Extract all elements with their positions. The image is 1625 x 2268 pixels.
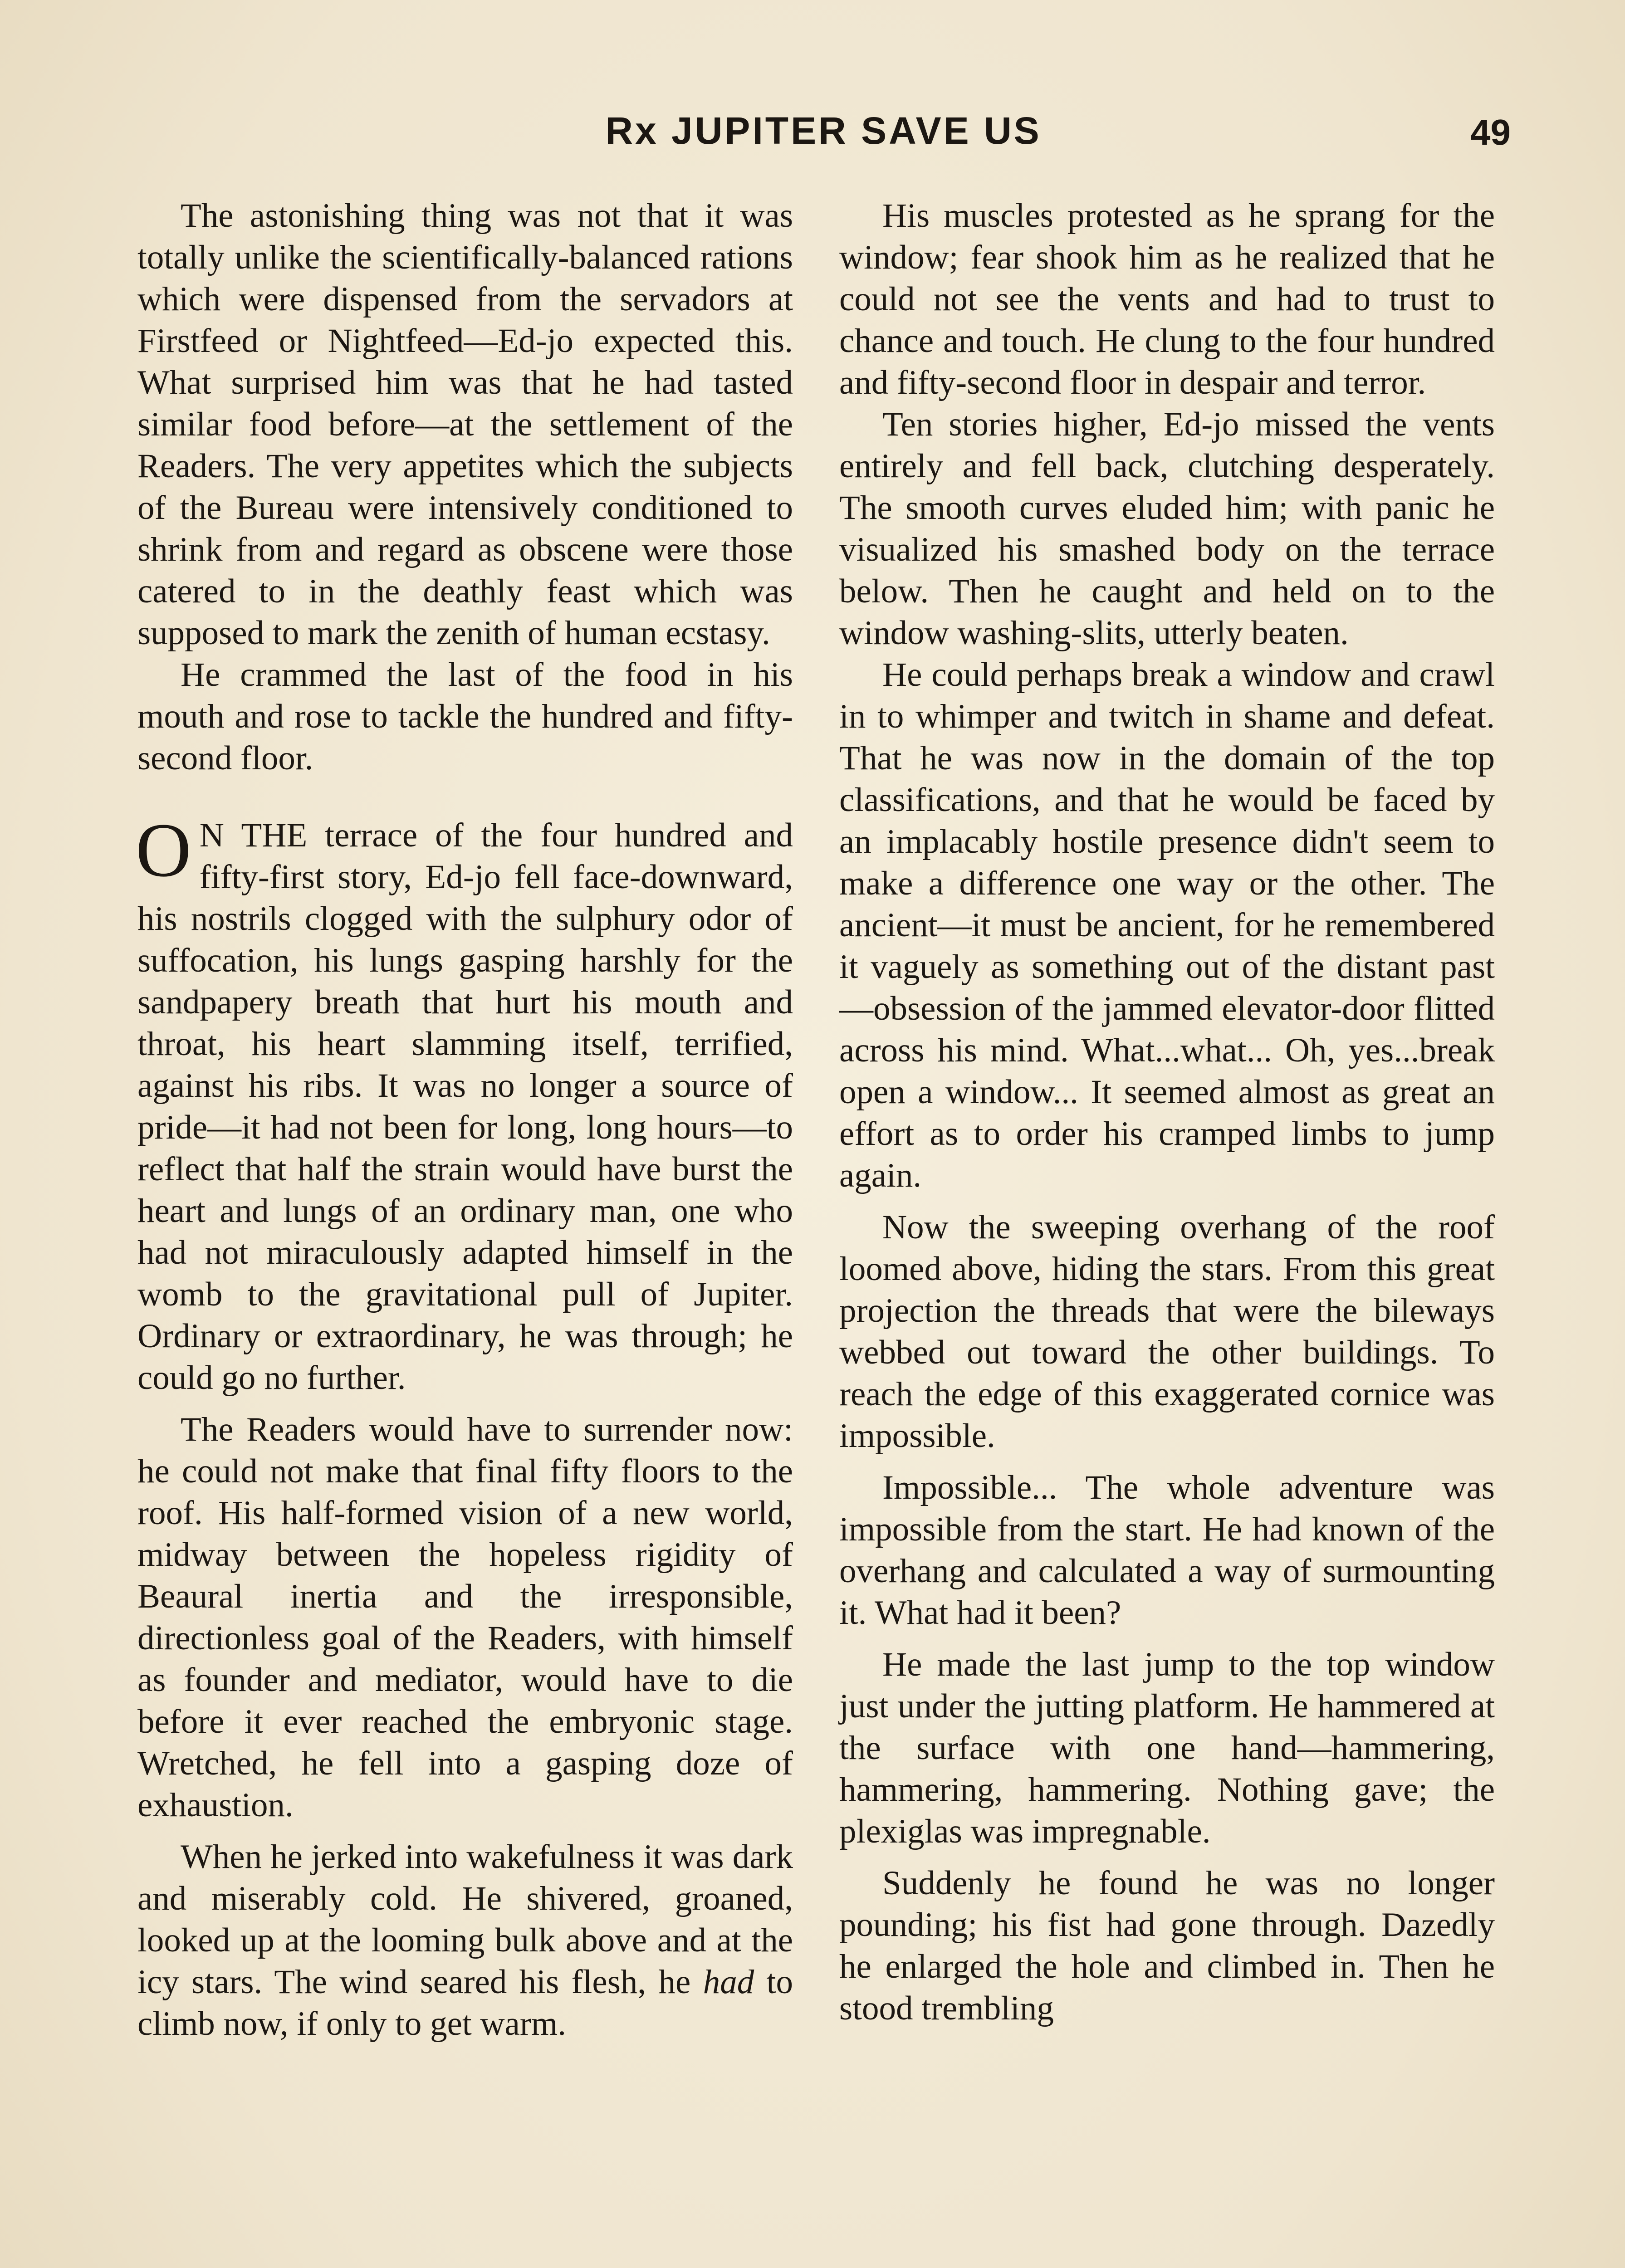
paragraph <box>137 1836 793 2045</box>
paragraph: Suddenly he found he was no longer pounding; his fist had gone through. Dazedly he enlarged the hole and climbed in. Then he stood trembling <box>839 1864 1495 2027</box>
paragraph-text: to climb now, if only to get warm. <box>137 1963 793 2043</box>
paragraph: The astonishing thing was not that it was totally unlike the scientifically-balanced rations which were dispensed from the servadors at Firstfeed or Nightfeed—Ed-jo expected this. What surprised him was that he had tasted similar food before—at the settlement of the Readers. The very appetites which the subjects of the Bureau were intensively conditioned to shrink from and regard as obscene were those catered to in the deathly feast which was supposed to mark the zenith of human ecstasy. <box>137 197 793 652</box>
paragraph-text: N THE terrace of the four hundred and fifty-first story, Ed-jo fell face-downward, his nostrils clogged with the sulphury odor of suffocation, his lungs gasping harshly for the sandpapery breath that hurt his mouth and throat, his heart slamming itself, terrified, against his ribs. It was no longer a source of pride—it had not been for long, long hours—to reflect that half the strain would have burst the heart and lungs of an ordinary man, one who had not miraculously adapted himself in the womb to the gravitational pull of Jupiter. Ordinary or extraordinary, he was through; he could go no further. <box>137 816 793 1397</box>
section-opening-paragraph <box>136 807 793 1399</box>
page-header <box>136 109 1511 159</box>
left-column <box>137 195 793 2055</box>
paragraph: Ten stories higher, Ed-jo missed the vents entirely and fell back, clutching desperately. The smooth curves eluded him; with panic he visualized his smashed body on the terrace below. Then he caught and held on to the window washing-slits, utterly beaten. <box>839 406 1495 652</box>
running-title: Rx JUPITER SAVE US <box>605 109 1042 152</box>
page-number: 49 <box>1470 112 1511 152</box>
right-column <box>839 195 1495 2039</box>
paragraph: He could perhaps break a window and crawl in to whimper and twitch in shame and defeat. That he was now in the domain of the top classifications, and that he would be faced by an implacably hostile presence didn't seem to make a difference one way or the other. The ancient—it must be ancient, for he remembered it vaguely as something out of the distant past—obsession of the jammed elevator-door flitted across his mind. What...what... Oh, yes...break open a window... It seemed almost as great an effort as to order his cramped limbs to jump again. <box>839 656 1495 1194</box>
paragraph: Impossible... The whole adventure was impossible from the start. He had known of the overhang and calculated a way of surmounting it. What had it been? <box>839 1469 1495 1632</box>
paragraph: His muscles protested as he sprang for the window; fear shook him as he realized that he could not see the vents and had to trust to chance and touch. He clung to the four hundred and fifty-second floor in despair and terror. <box>839 197 1495 401</box>
paragraph: Now the sweeping overhang of the roof loomed above, hiding the stars. From this great projection the threads that were the bileways webbed out toward the other buildings. To reach the edge of this exaggerated cornice was impossible. <box>839 1208 1495 1455</box>
paragraph: He made the last jump to the top window just under the jutting platform. He hammered at the surface with one hand—hammering, hammering, hammering. Nothing gave; the plexiglas was impregnable. <box>839 1646 1495 1850</box>
drop-cap: O <box>136 807 191 893</box>
paragraph: He crammed the last of the food in his mouth and rose to tackle the hundred and fifty-second floor. <box>137 656 793 777</box>
paragraph-text: When he jerked into wakefulness it was dark and miserably cold. He shivered, groaned, looked up at the looming bulk above and at the icy stars. The wind seared his flesh, he <box>137 1838 793 2001</box>
emphasized-word: had <box>703 1963 754 2001</box>
paragraph: The Readers would have to surrender now: he could not make that final fifty floors to the roof. His half-formed vision of a new world, midway between the hopeless rigidity of Beaural inertia and the irresponsible, directionless goal of the Readers, with himself as founder and mediator, would have to die before it ever reached the embryonic stage. Wretched, he fell into a gasping doze of exhaustion. <box>137 1411 793 1824</box>
